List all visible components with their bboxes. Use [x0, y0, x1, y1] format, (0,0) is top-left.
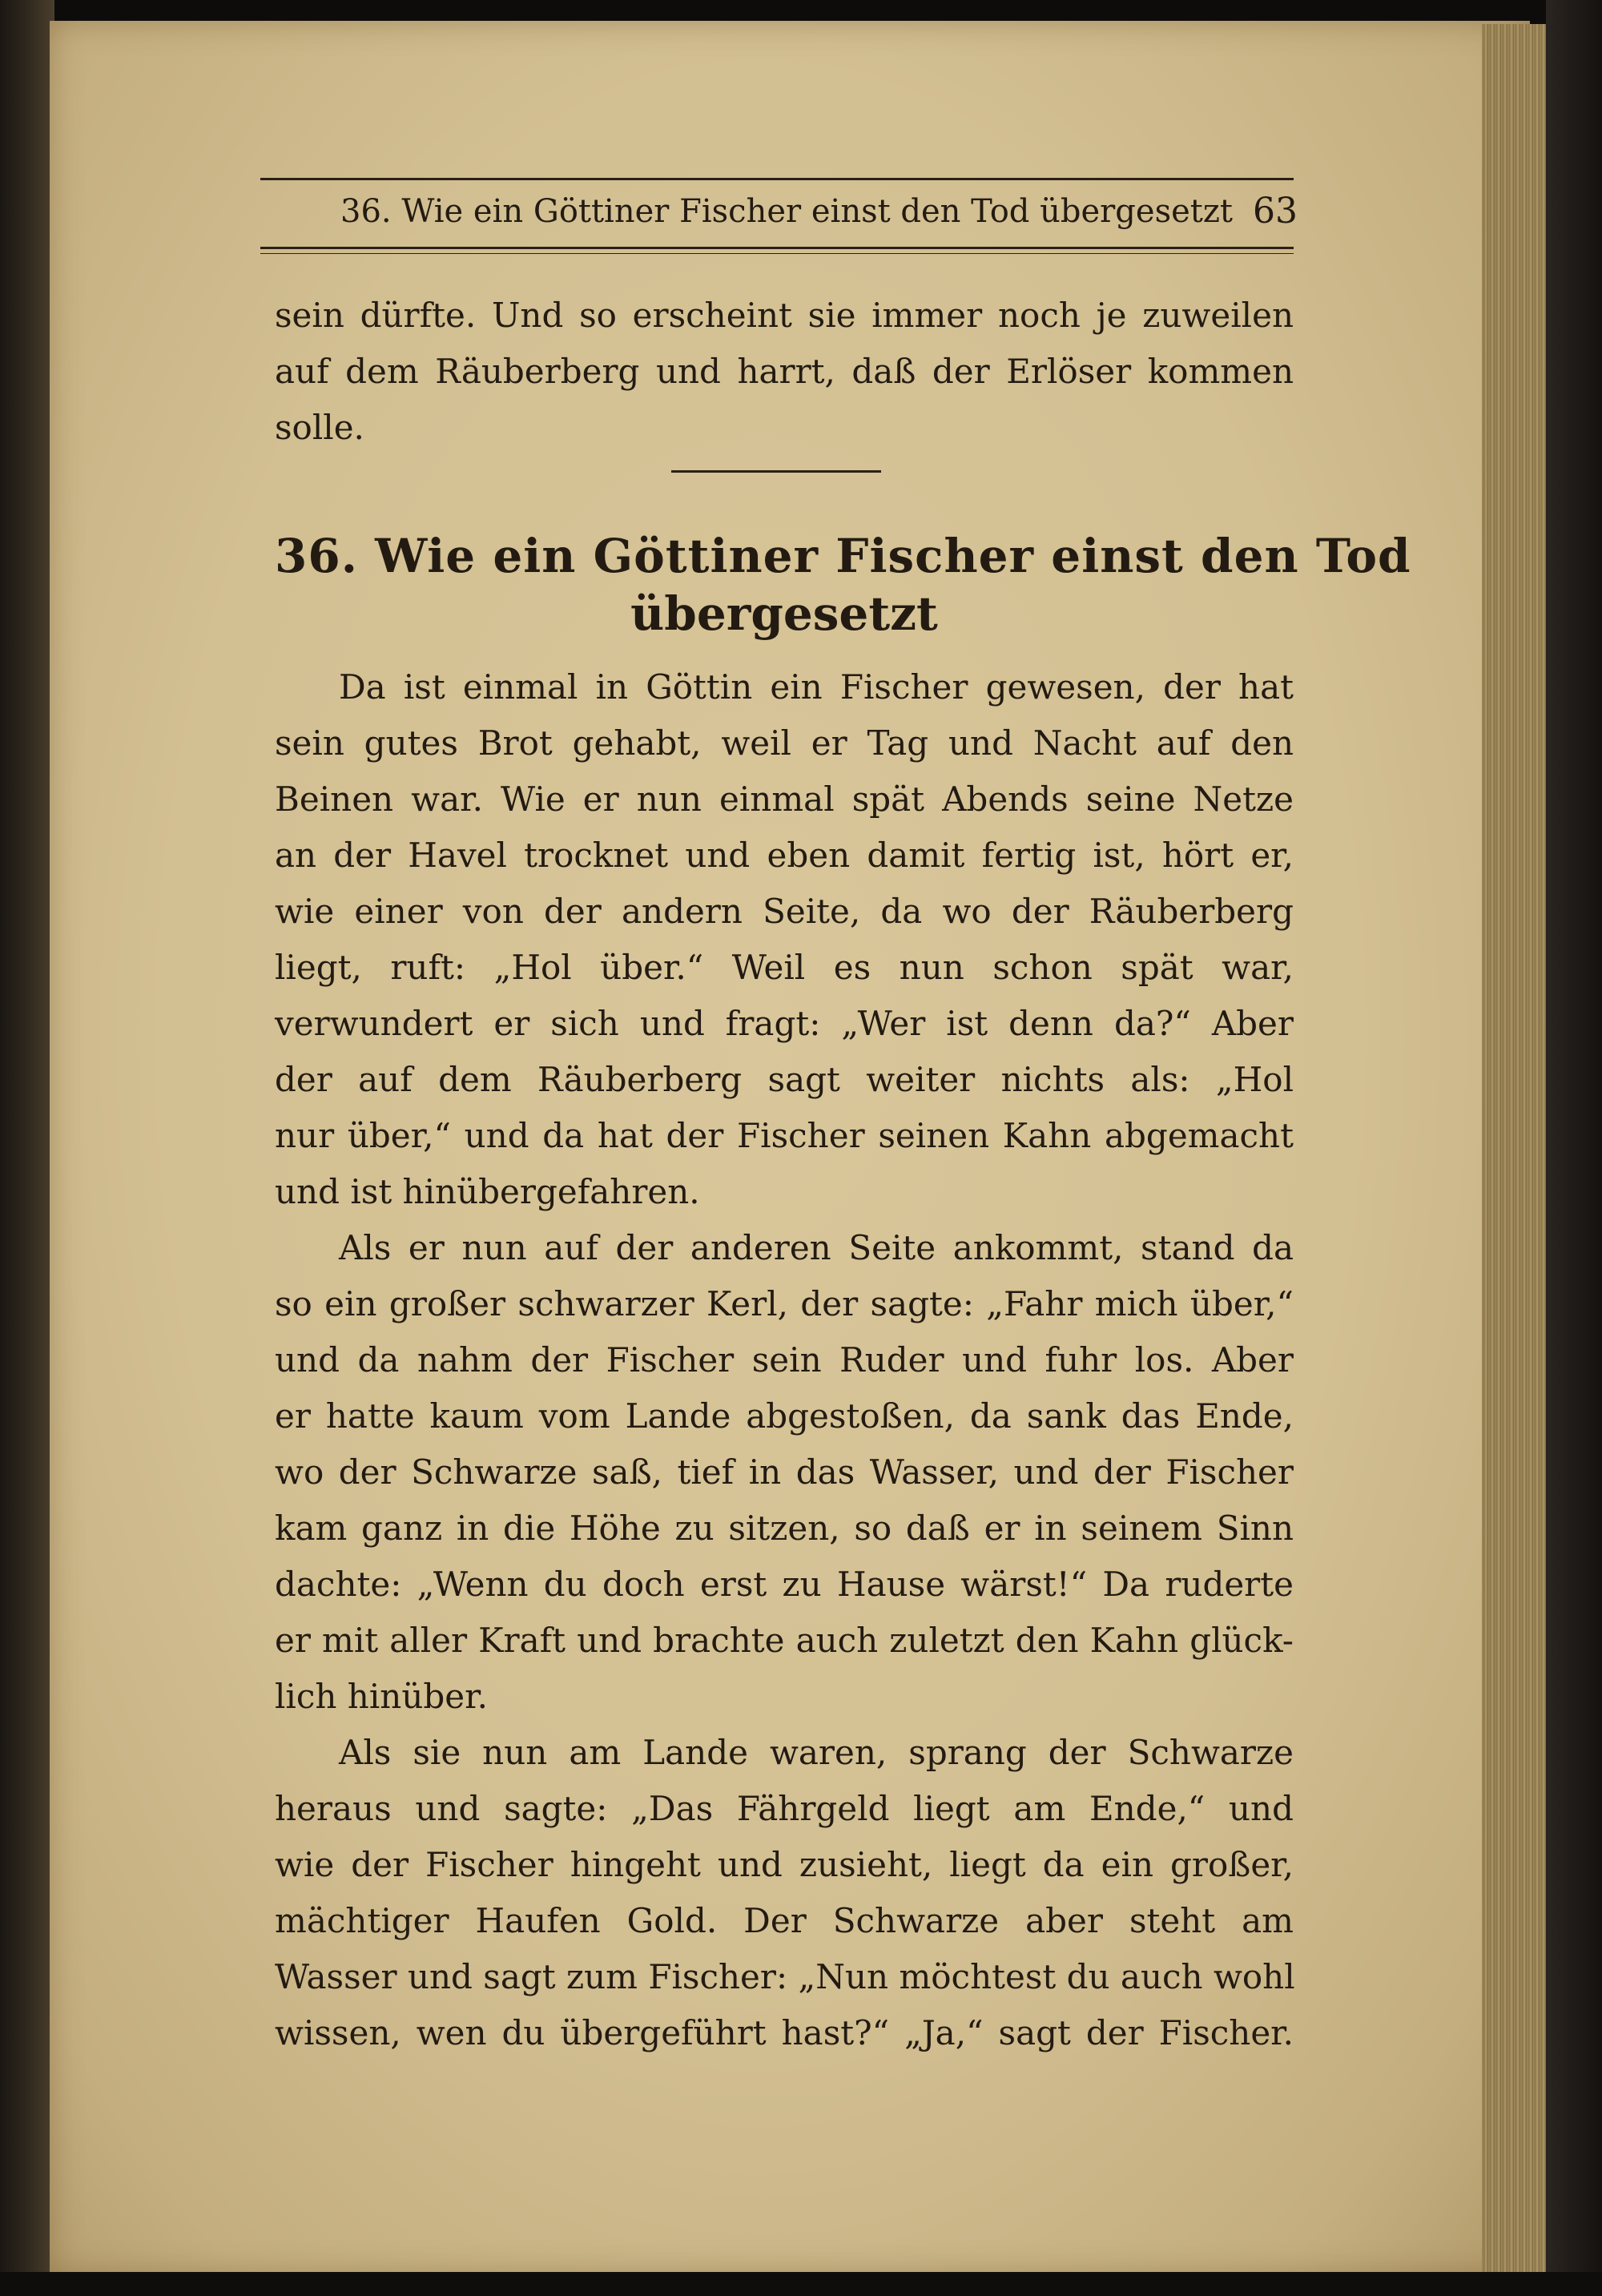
paragraph-line: heraus und sagte: „Das Fährgeld liegt am Ende,“ und	[275, 1789, 1294, 1828]
paragraph-line: der auf dem Räuberberg sagt weiter nichts als: „Hol	[275, 1060, 1294, 1099]
paragraph-line: sein gutes Brot gehabt, weil er Tag und Nacht auf den	[275, 723, 1294, 763]
paragraph-line: dachte: „Wenn du doch erst zu Hause wärst!“ Da ruderte	[275, 1565, 1294, 1604]
header-rule-bottom	[260, 247, 1294, 249]
text-line: sein dürfte. Und so erscheint sie immer noch je zuweilen	[275, 296, 1294, 335]
paragraph-line: und ist hinübergefahren.	[275, 1172, 700, 1211]
paragraph-line: so ein großer schwarzer Kerl, der sagte: „Fahr mich über,“	[275, 1284, 1294, 1323]
page-edges-right	[1482, 24, 1546, 2272]
page-number: 63	[1253, 191, 1298, 232]
paragraph-line: wissen, wen du übergeführt hast?“ „Ja,“ sagt der Fischer.	[275, 2013, 1294, 2052]
section-divider	[671, 470, 881, 473]
text-line: auf dem Räuberberg und harrt, daß der Erlöser kommen	[275, 352, 1294, 391]
book-spine-left	[0, 0, 54, 2296]
book-cover-right	[1546, 0, 1602, 2296]
paragraph-line: Als sie nun am Lande waren, sprang der Schwarze	[339, 1733, 1294, 1772]
paragraph-line: Da ist einmal in Göttin ein Fischer gewesen, der hat	[339, 667, 1294, 707]
story-title-continued: übergesetzt	[630, 586, 938, 641]
header-rule-top	[260, 178, 1294, 180]
paragraph-line: kam ganz in die Höhe zu sitzen, so daß er in seinem Sinn	[275, 1509, 1294, 1548]
paragraph-line: und da nahm der Fischer sein Ruder und fuhr los. Aber	[275, 1340, 1294, 1380]
paragraph-line: Als er nun auf der anderen Seite ankommt, stand da	[339, 1228, 1294, 1267]
paragraph-line: wie einer von der andern Seite, da wo der Räuberberg	[275, 892, 1294, 931]
paragraph-line: liegt, ruft: „Hol über.“ Weil es nun schon spät war,	[275, 948, 1294, 987]
running-head-title: 36. Wie ein Göttiner Fischer einst den Tod übergesetzt	[340, 193, 1233, 230]
paragraph-line: wie der Fischer hingeht und zusieht, liegt da ein großer,	[275, 1845, 1294, 1884]
paragraph-line: Wasser und sagt zum Fischer: „Nun möchtest du auch wohl	[275, 1957, 1295, 1996]
paragraph-line: er mit aller Kraft und brachte auch zuletzt den Kahn glück-	[275, 1621, 1294, 1660]
paragraph-line: wo der Schwarze saß, tief in das Wasser, und der Fischer	[275, 1452, 1294, 1492]
paragraph-line: an der Havel trocknet und eben damit fertig ist, hört er,	[275, 836, 1294, 875]
paragraph-line: er hatte kaum vom Lande abgestoßen, da sank das Ende,	[275, 1396, 1294, 1436]
paragraph-line: verwundert er sich und fragt: „Wer ist denn da?“ Aber	[275, 1004, 1294, 1043]
paragraph-line: Beinen war. Wie er nun einmal spät Abends seine Netze	[275, 779, 1294, 819]
paragraph-line: lich hinüber.	[275, 1677, 488, 1716]
paragraph-line: nur über,“ und da hat der Fischer seinen Kahn abgemacht	[275, 1116, 1294, 1155]
story-title: 36. Wie ein Göttiner Fischer einst den Tod	[275, 529, 1411, 583]
header-rule-bottom-thin	[260, 253, 1294, 254]
text-line: solle.	[275, 408, 364, 447]
paragraph-line: mächtiger Haufen Gold. Der Schwarze aber steht am	[275, 1901, 1294, 1940]
book-cover-bottom	[0, 2272, 1602, 2296]
